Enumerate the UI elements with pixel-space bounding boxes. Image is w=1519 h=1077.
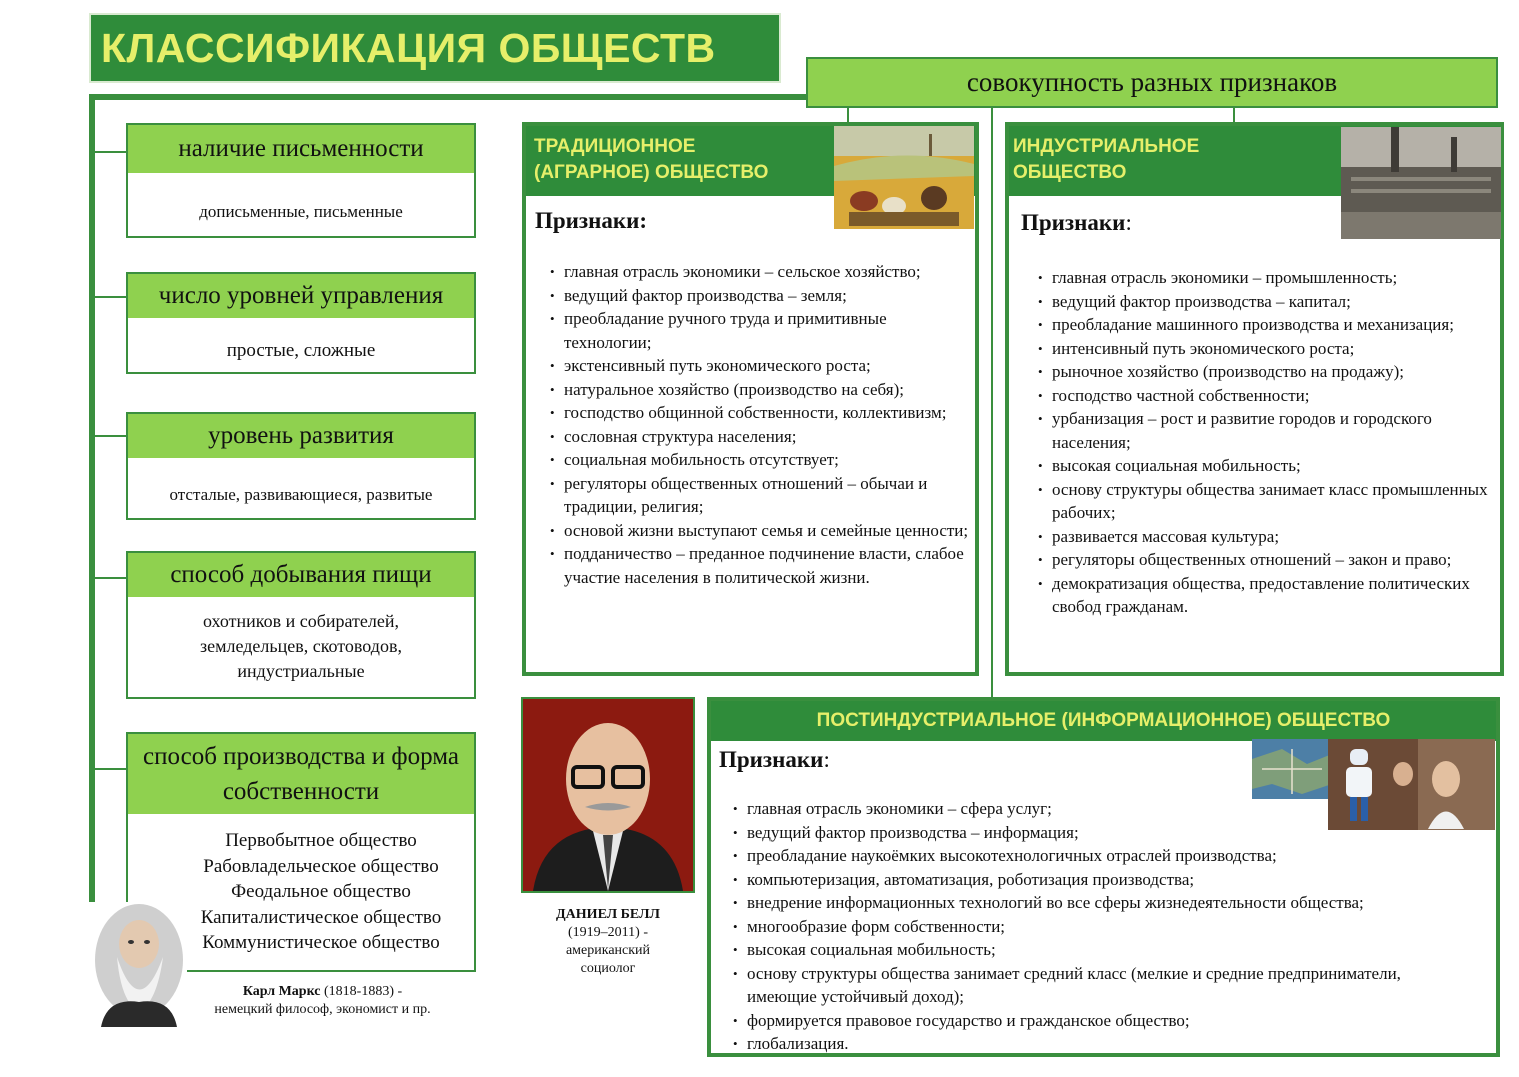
list-item: • интенсивный путь экономического роста;: [1038, 337, 1500, 361]
factory-photo-image: [1341, 127, 1501, 239]
bell-years: (1919–2011) -: [568, 925, 648, 940]
list-item: • преобладание машинного производства и механизация;: [1038, 313, 1500, 337]
list-item: • экстенсивный путь экономического роста;: [550, 354, 975, 378]
traditional-signs-label: Признаки:: [535, 208, 648, 233]
criterion-header: число уровней управления: [128, 274, 474, 318]
list-item: • натуральное хозяйство (производство на себя);: [550, 378, 975, 402]
industrial-signs-text: Признаки: [1021, 210, 1126, 235]
list-item: • демократизация общества, предоставление политических свобод гражданам.: [1038, 572, 1500, 619]
marx-portrait: [87, 902, 187, 1027]
bell-name: ДАНИЕЛ БЕЛЛ: [556, 907, 660, 922]
list-item: • главная отрасль экономики – промышленность;: [1038, 266, 1500, 290]
list-item: • господство общинной собственности, коллективизм;: [550, 401, 975, 425]
list-item: • ведущий фактор производства – информация;: [733, 821, 1463, 845]
list-item: • преобладание наукоёмких высокотехнологичных отраслей производства;: [733, 844, 1463, 868]
criterion-body: охотников и собирателей, земледельцев, скотоводов, индустриальные: [200, 611, 402, 681]
criterion-body: простые, сложные: [226, 340, 376, 361]
list-item: • регуляторы общественных отношений – закон и право;: [1038, 548, 1500, 572]
summary-box: совокупность разных признаков: [806, 57, 1498, 108]
list-item: • внедрение информационных технологий во все сферы жизнедеятельности общества;: [733, 891, 1463, 915]
criteria-branch-2: [95, 296, 126, 298]
list-item: • основу структуры общества занимает класс промышленных рабочих;: [1038, 478, 1500, 525]
list-item: • основой жизни выступают семья и семейные ценности;: [550, 519, 975, 543]
list-item: • главная отрасль экономики – сфера услуг;: [733, 797, 1463, 821]
criterion-body: отсталые, развивающиеся, развитые: [169, 485, 433, 504]
formation-item: Феодальное общество: [231, 881, 411, 902]
list-item: • формируется правовое государство и гражданское общество;: [733, 1009, 1463, 1033]
list-item: • преобладание ручного труда и примитивные технологии;: [550, 307, 975, 354]
industrial-signs-list: [1038, 266, 1500, 619]
industrial-title-line2: ОБЩЕСТВО: [1013, 162, 1127, 183]
traditional-title-line2: (АГРАРНОЕ) ОБЩЕСТВО: [534, 162, 769, 183]
list-item: • многообразие форм собственности;: [733, 915, 1463, 939]
list-item: • компьютеризация, автоматизация, роботизация производства;: [733, 868, 1463, 892]
marx-years: (1818-1883) -: [324, 984, 403, 999]
postindustrial-signs-colon: :: [823, 747, 830, 772]
marx-caption: [190, 983, 455, 1019]
list-item: • регуляторы общественных отношений – обычаи и традиции, религия;: [550, 472, 975, 519]
bell-role-line2: социолог: [580, 961, 636, 976]
criteria-branch-1: [95, 151, 126, 153]
traditional-signs-list: [550, 260, 975, 589]
criterion-body: дописьменные, письменные: [199, 202, 403, 221]
criterion-header: наличие письменности: [128, 125, 474, 173]
postindustrial-signs-text: Признаки: [719, 747, 824, 772]
criterion-food: [126, 551, 476, 699]
bell-caption: [521, 906, 695, 978]
list-item: • ведущий фактор производства – земля;: [550, 284, 975, 308]
criteria-branch-4: [95, 577, 126, 579]
list-item: • господство частной собственности;: [1038, 384, 1500, 408]
main-vertical-connector: [89, 94, 95, 906]
harvest-painting-image: [834, 126, 974, 229]
formation-item: Первобытное общество: [225, 830, 417, 851]
criterion-header: уровень развития: [128, 414, 474, 458]
marx-name: Карл Маркс: [242, 984, 321, 999]
criteria-branch-5: [95, 768, 126, 770]
list-item: • сословная структура населения;: [550, 425, 975, 449]
robot-photo-image: [1328, 739, 1495, 830]
page-title: КЛАССИФИКАЦИЯ ОБЩЕСТВ: [89, 13, 781, 83]
industrial-title-line1: ИНДУСТРИАЛЬНОЕ: [1013, 136, 1200, 157]
formation-item: Рабовладельческое общество: [203, 855, 439, 877]
postindustrial-signs-list: [733, 797, 1463, 1056]
marx-role: немецкий философ, экономист и пр.: [214, 1002, 431, 1017]
criterion-header: способ добывания пищи: [128, 553, 474, 597]
summary-to-postindustrial-connector: [991, 108, 993, 698]
industrial-signs-label: [1021, 210, 1132, 236]
criterion-governance: [126, 272, 476, 374]
criterion-header: [128, 734, 474, 814]
list-item: • главная отрасль экономики – сельское хозяйство;: [550, 260, 975, 284]
list-item: • урбанизация – рост и развитие городов и городского населения;: [1038, 407, 1500, 454]
city-map-image: [1252, 739, 1332, 799]
criterion-header-text: способ производства и форма собственности: [143, 743, 459, 805]
marx-caption-line1: [190, 983, 455, 1001]
traditional-title-line1: ТРАДИЦИОННОЕ: [534, 136, 696, 157]
list-item: • основу структуры общества занимает средний класс (мелкие и средние предприниматели, имеющие устойчивый доход);: [733, 962, 1463, 1009]
list-item: • социальная мобильность отсутствует;: [550, 448, 975, 472]
bell-role-line1: американский: [565, 943, 651, 958]
criteria-branch-3: [95, 435, 126, 437]
list-item: • высокая социальная мобильность;: [733, 938, 1463, 962]
list-item: • высокая социальная мобильность;: [1038, 454, 1500, 478]
list-item: • подданичество – преданное подчинение власти, слабое участие населения в политической жизни.: [550, 542, 975, 589]
formation-item: Коммунистическое общество: [202, 932, 440, 953]
postindustrial-signs-label: [719, 747, 830, 773]
criterion-writing: [126, 123, 476, 238]
main-top-connector: [89, 94, 809, 100]
list-item: • глобализация.: [733, 1032, 1463, 1056]
list-item: • рыночное хозяйство (производство на продажу);: [1038, 360, 1500, 384]
bell-portrait: [521, 697, 695, 893]
list-item: • развивается массовая культура;: [1038, 525, 1500, 549]
postindustrial-society-header: ПОСТИНДУСТРИАЛЬНОЕ (ИНФОРМАЦИОННОЕ) ОБЩЕСТВО: [711, 701, 1496, 741]
criterion-development: [126, 412, 476, 520]
list-item: • ведущий фактор производства – капитал;: [1038, 290, 1500, 314]
industrial-signs-colon: :: [1125, 210, 1132, 235]
formation-item: Капиталистическое общество: [200, 906, 442, 928]
